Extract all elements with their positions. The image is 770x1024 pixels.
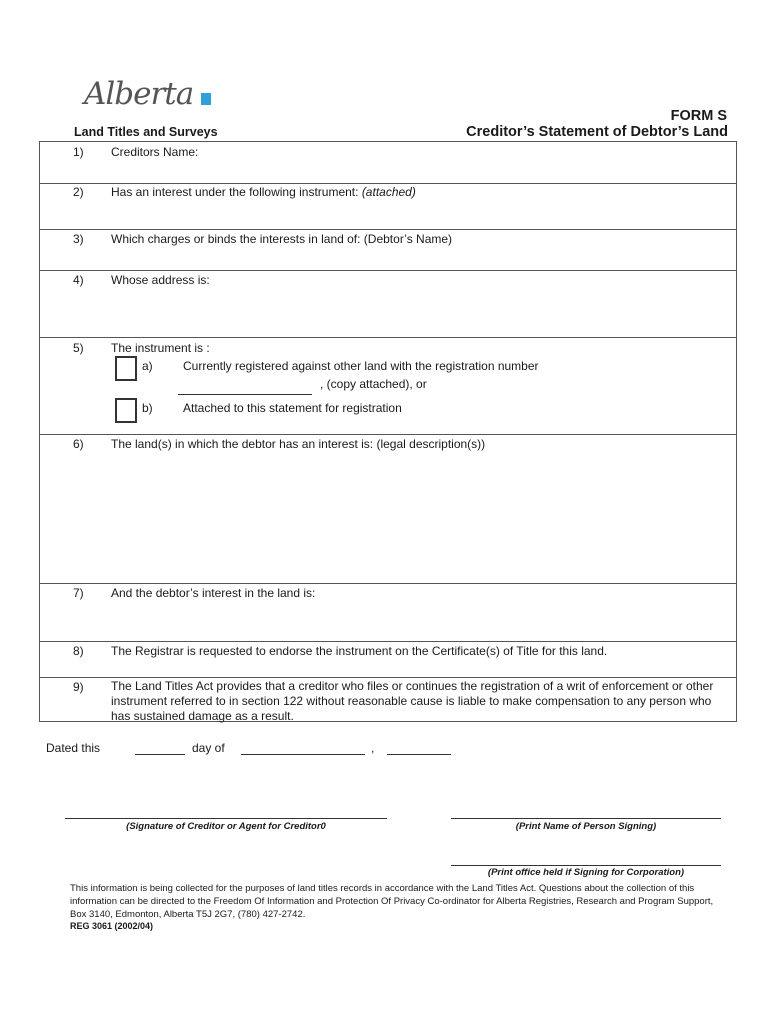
print-name-field[interactable] bbox=[451, 818, 721, 819]
alberta-logo bbox=[84, 76, 216, 116]
form-title: Creditor’s Statement of Debtor’s Land bbox=[466, 124, 728, 140]
item-number: 8) bbox=[73, 644, 84, 658]
section-creditor-name[interactable] bbox=[39, 141, 737, 183]
item-label: Creditors Name: bbox=[111, 145, 199, 159]
item-number: 5) bbox=[73, 341, 84, 355]
item-note: (attached) bbox=[361, 185, 416, 199]
section-legal-description[interactable] bbox=[39, 434, 737, 583]
department-name: Land Titles and Surveys bbox=[74, 125, 218, 139]
option-a-checkbox[interactable] bbox=[115, 356, 137, 381]
creditor-signature-field[interactable] bbox=[65, 818, 387, 819]
item-label: The Land Titles Act provides that a creditor who files or continues the registration of a writ of enforcement or other instrument referred to in section 122 without reasonable cause is liable to make compensation to any person who has sustained damage as a result. bbox=[111, 679, 714, 723]
item-number: 9) bbox=[73, 680, 84, 694]
item-number: 3) bbox=[73, 232, 84, 246]
item-number: 1) bbox=[73, 145, 84, 159]
dated-comma: , bbox=[371, 741, 375, 755]
item-label: The land(s) in which the debtor has an interest is: (legal description(s)) bbox=[111, 437, 486, 451]
item-number: 4) bbox=[73, 273, 84, 287]
option-a-label: a) bbox=[142, 359, 153, 373]
section-act-notice bbox=[39, 677, 737, 722]
item-number: 7) bbox=[73, 586, 84, 600]
form-reference: REG 3061 (2002/04) bbox=[70, 921, 154, 931]
section-debtor-interest[interactable] bbox=[39, 583, 737, 641]
print-name-caption: (Print Name of Person Signing) bbox=[515, 821, 657, 832]
office-held-caption: (Print office held if Signing for Corporation) bbox=[487, 867, 685, 878]
item-label: And the debtor’s interest in the land is: bbox=[111, 586, 316, 600]
day-field[interactable] bbox=[135, 754, 185, 755]
item-label-wrap bbox=[111, 185, 416, 199]
item-label: The instrument is : bbox=[111, 341, 210, 355]
item-label: Whose address is: bbox=[111, 273, 210, 287]
item-label: Which charges or binds the interests in land of: (Debtor’s Name) bbox=[111, 232, 453, 246]
section-registrar-request bbox=[39, 641, 737, 677]
logo-mark-icon bbox=[201, 93, 211, 105]
item-number: 6) bbox=[73, 437, 84, 451]
item-number: 2) bbox=[73, 185, 84, 199]
item-label: Has an interest under the following instrument: bbox=[111, 185, 359, 199]
registration-number-field[interactable] bbox=[178, 394, 312, 395]
section-address[interactable] bbox=[39, 270, 737, 337]
option-b-text: Attached to this statement for registration bbox=[183, 401, 402, 415]
section-instrument[interactable] bbox=[39, 183, 737, 229]
option-a-text: Currently registered against other land with the registration number bbox=[183, 359, 539, 373]
creditor-signature-caption: (Signature of Creditor or Agent for Creditor0 bbox=[126, 821, 326, 832]
day-of-label: day of bbox=[192, 741, 225, 755]
logo-wordmark: Alberta bbox=[84, 76, 194, 112]
section-instrument-status bbox=[39, 337, 737, 434]
dated-label: Dated this bbox=[46, 741, 101, 755]
section-debtor-name[interactable] bbox=[39, 229, 737, 270]
year-field[interactable] bbox=[387, 754, 451, 755]
option-a-suffix: , (copy attached), or bbox=[320, 377, 427, 391]
form-id: FORM S bbox=[670, 108, 727, 124]
option-b-label: b) bbox=[142, 401, 153, 415]
privacy-notice: This information is being collected for the purposes of land titles records in accordance with the Land Titles Act. Questions about the collection of this information can be directed to the Freedom Of Information and Protection Of Privacy Co-ordinator for Alberta Registries, Research and Program Support, Box 3140, Edmonton, Alberta T5J 2G7, (780) 427-2742. bbox=[70, 883, 714, 920]
option-b-checkbox[interactable] bbox=[115, 398, 137, 423]
office-held-field[interactable] bbox=[451, 865, 721, 866]
month-field[interactable] bbox=[241, 754, 365, 755]
item-label: The Registrar is requested to endorse the instrument on the Certificate(s) of Title for this land. bbox=[111, 644, 608, 658]
